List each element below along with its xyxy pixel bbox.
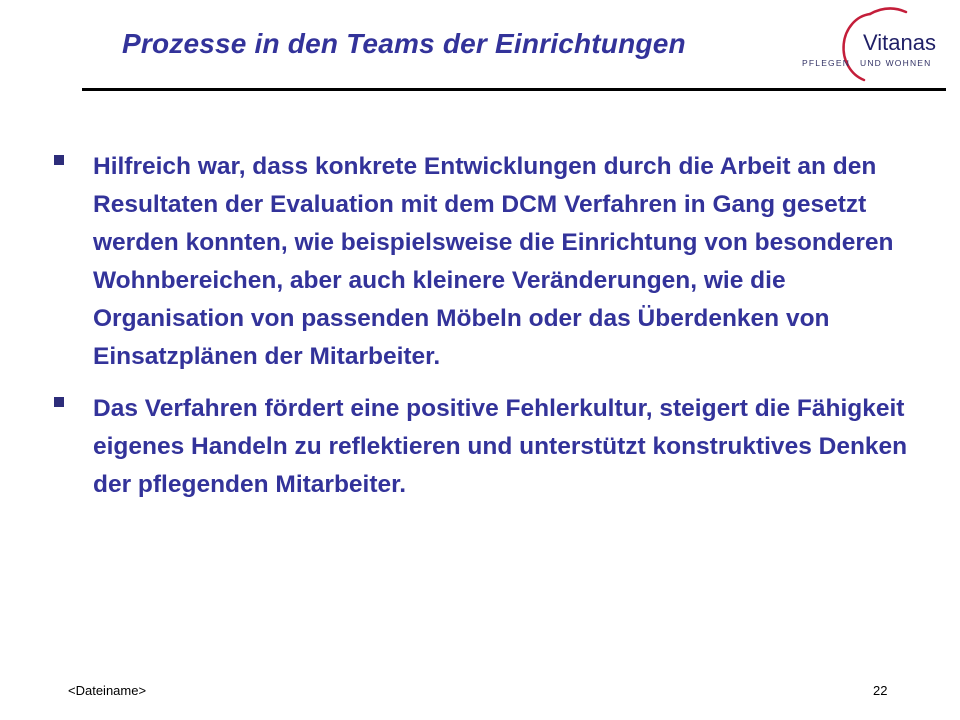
bullet-text: Hilfreich war, dass konkrete Entwicklungen durch die Arbeit an den Resultaten der Evaluation mit dem DCM Verfahren in Gang gesetzt werden konnten, wie beispielsweise die Einrichtung von besonderen Wohnbereichen, aber auch kleinere Veränderungen, wie die Organisation von passenden Möbeln oder das Überdenken von Einsatzplänen der Mitarbeiter.: [93, 153, 894, 370]
square-bullet-icon: [54, 397, 64, 407]
page-number: 22: [873, 683, 888, 698]
logo-tagline-left: PFLEGEN: [802, 58, 851, 68]
bullet-text: Das Verfahren fördert eine positive Fehlerkultur, steigert die Fähigkeit eigenes Handeln zu reflektieren und unterstützt konstruktives Denken der pflegenden Mitarbeiter.: [93, 395, 908, 498]
slide-title: Prozesse in den Teams der Einrichtungen: [122, 28, 686, 59]
title-divider: [82, 88, 946, 91]
footer-filename: <Dateiname>: [68, 683, 147, 698]
square-bullet-icon: [54, 155, 64, 165]
vitanas-logo: [800, 6, 950, 88]
bullet-list: [40, 148, 920, 518]
bullet-item: [40, 390, 920, 504]
logo-wordmark: Vitanas: [863, 30, 936, 55]
logo-tagline-right: UND WOHNEN: [860, 58, 932, 68]
bullet-item: [40, 148, 920, 376]
